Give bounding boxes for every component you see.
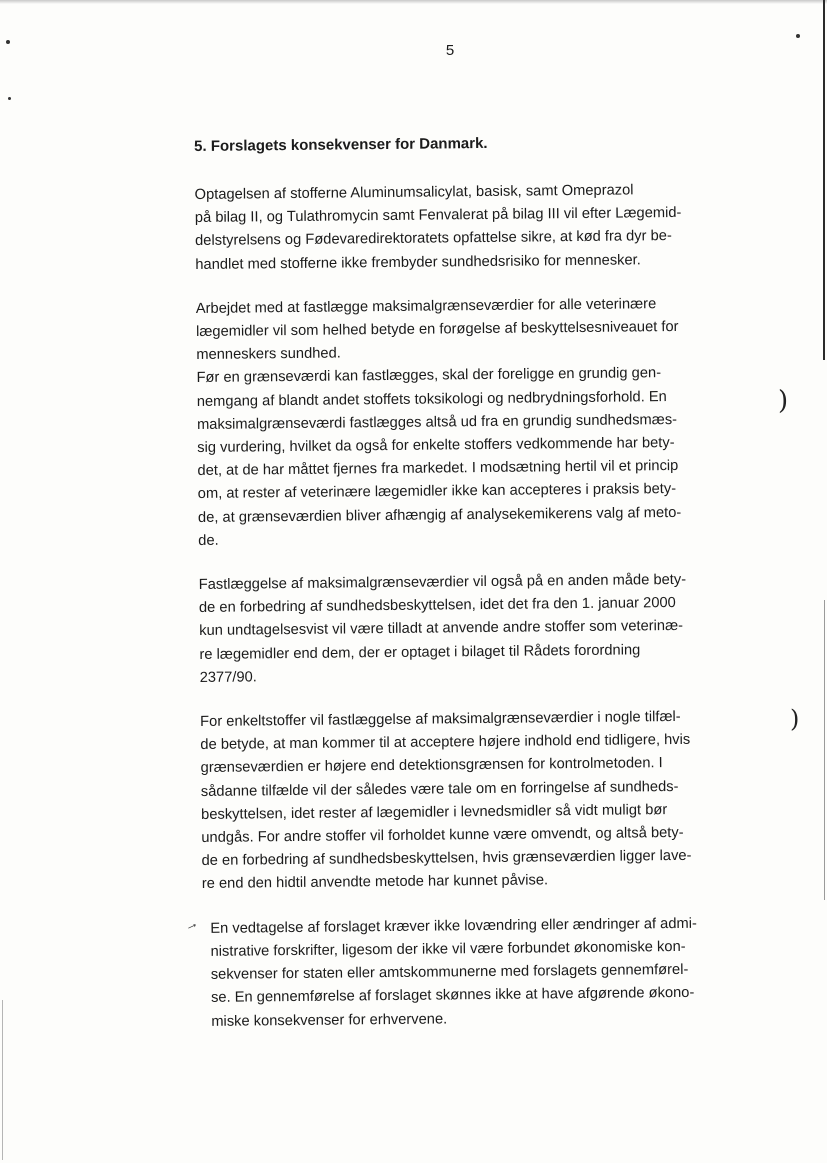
paragraph: Før en grænseværdi kan fastlægges, skal der foreligge en grundig gen- nemgang af blandt andet stoffets toksikologi og nedbrydningsforhold. En maksimalgrænseværdi fastlægges altså ud fra en grundig sundhedsmæs- sig vurdering, hvilket da også for enkelte stoffers vedkommende har bety- det, at de har måttet fjernes fra markedet. I modsætning hertil vil et princip om, at rester af veterinære lægemidler ikke kan accepteres i praksis bety- de, at grænseværdien bliver afhængig af analysekemikerens valg af meto- de. xyxy=(196,365,682,549)
paragraph: Fastlæggelse af maksimalgrænseværdier vil også på en anden måde bety- de en forbedring af sundhedsbeskyttelsen, idet det fra den 1. januar 2000 kun undtagelsesvist vil være tilladt at anvende andre stoffer som veterinæ- re lægemidler end dem, der er optaget i bilaget til Rådets forordning 2377/90. xyxy=(198,571,687,686)
scan-left-edge xyxy=(2,1000,3,1160)
paragraph: En vedtagelse af forslaget kræver ikke lovændring eller ændringer af admi- nistrative forskrifter, ligesom der ikke vil være forbundet økonomiske kon- sekvenser for staten eller amtskommunerne med forslagets gennemførel- se. En gennemførelse af forslaget skønnes ikke at have afgørende økono- miske konsekvenser for erhvervene. xyxy=(210,915,697,1030)
scan-right-edge xyxy=(823,0,825,360)
pen-tick-icon: → xyxy=(181,913,201,935)
scan-speck xyxy=(8,97,11,100)
paragraph: Arbejdet med at fastlægge maksimalgrænseværdier for alle veterinære lægemidler vil som helhed betyde en forøgelse af beskyttelsesniveauet for menneskers sundhed. xyxy=(195,295,679,364)
binder-hole-mark-icon: ) xyxy=(790,705,800,733)
scan-speck xyxy=(6,40,10,44)
paragraph: For enkeltstoffer vil fastlæggelse af maksimalgrænseværdier i nogle tilfæl- de betyde, at man kommer til at acceptere højere indhold end tidligere, hvis grænseværdien er højere end detektionsgrænsen for kontrolmetoden. I sådanne tilfælde vil der således være tale om en forringelse af sundheds- beskyttelsen, idet rester af lægemidler i levnedsmidler så vidt muligt bør undgås. For andre stoffer vil forholdet kunne være omvendt, og altså bety- de en forbedring af sundhedsbeskyttelsen, hvis grænseværdien ligger lave- re end den hidtil anvendte metode har kunnet påvise. xyxy=(200,708,692,893)
document-body xyxy=(194,130,734,1054)
scan-top-edge xyxy=(0,0,827,4)
scan-right-edge-lower xyxy=(824,600,825,900)
page-number: 5 xyxy=(445,42,455,59)
binder-hole-mark-icon: ) xyxy=(778,386,789,416)
section-heading: 5. Forslagets konsekvenser for Danmark. xyxy=(194,134,488,155)
paragraph: Optagelsen af stofferne Aluminumsalicylat, basisk, samt Omeprazol på bilag II, og Tulathromycin samt Fenvalerat på bilag III vil efter Lægemid- delstyrelsens og Fødevaredirektoratets opfattelse sikre, at kød fra dyr be- handlet med stofferne ikke frembyder sundhedsrisiko for mennesker. xyxy=(194,182,682,273)
scan-speck xyxy=(796,34,800,38)
